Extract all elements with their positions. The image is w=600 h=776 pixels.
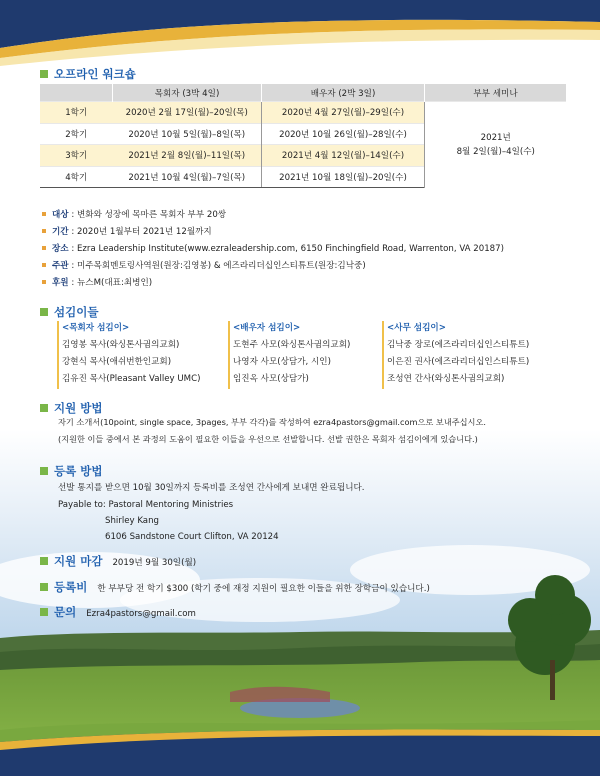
table-header-cell bbox=[40, 84, 113, 102]
term-cell: 2학기 bbox=[40, 123, 113, 145]
fee-value: 한 부부당 전 학기 $300 (학기 중에 재정 지원이 필요한 이들을 위한 장학금이 있습니다.) bbox=[97, 584, 430, 594]
servant-name: 이은진 권사(에즈라리더십인스티튜트) bbox=[387, 357, 530, 367]
green-square-icon bbox=[40, 467, 48, 475]
servants-section-title: 섬김이들 bbox=[40, 304, 98, 320]
seminar-year: 2021년 bbox=[480, 132, 511, 143]
register-instructions: 선발 통지를 받으면 10월 30일까지 등록비를 조성연 간사에게 보내면 완료됩니다. bbox=[58, 483, 365, 493]
workshop-schedule-table bbox=[40, 84, 567, 188]
info-target: 대상 : 변화와 성장에 목마른 목회자 부부 20쌍 bbox=[42, 208, 226, 220]
bullet-icon bbox=[42, 229, 46, 233]
servant-name: 김낙중 장로(에즈라리더십인스티튜트) bbox=[387, 340, 530, 350]
green-square-icon bbox=[40, 308, 48, 316]
workshop-section-title: 오프라인 워크숍 bbox=[40, 66, 136, 82]
spouse-date-cell: 2020년 10월 26일(월)–28일(수) bbox=[262, 123, 425, 145]
servant-name: 도현주 사모(와싱톤사귐의교회) bbox=[233, 340, 351, 350]
payee-name: Shirley Kang bbox=[105, 516, 159, 526]
apply-instructions: 자기 소개서(10point, single space, 3pages, 부부 각각)를 작성하여 ezra4pastors@gmail.com으로 보내주십시오. bbox=[58, 417, 486, 427]
green-square-icon bbox=[40, 608, 48, 616]
deadline-value: 2019년 9월 30일(월) bbox=[112, 558, 197, 568]
term-cell: 1학기 bbox=[40, 102, 113, 124]
payable-line bbox=[58, 500, 233, 510]
contact-email[interactable]: Ezra4pastors@gmail.com bbox=[86, 609, 196, 619]
servant-name: 임진옥 사모(상담가) bbox=[233, 374, 309, 384]
servant-name: 나영자 사모(상담가, 시인) bbox=[233, 357, 331, 367]
column-bar-decoration bbox=[228, 321, 230, 389]
servant-name: 강현식 목사(애쉬번한인교회) bbox=[62, 357, 172, 367]
column-header: <배우자 섬김이> bbox=[233, 323, 301, 333]
table-header-cell: 목회자 (3박 4일) bbox=[113, 84, 262, 102]
bullet-icon bbox=[42, 280, 46, 284]
table-row bbox=[40, 102, 567, 124]
column-header: <목회자 섬김이> bbox=[62, 323, 130, 333]
green-square-icon bbox=[40, 404, 48, 412]
payable-label: Payable to: bbox=[58, 500, 106, 510]
info-period: 기간 : 2020년 1월부터 2021년 12월까지 bbox=[42, 225, 212, 237]
green-square-icon bbox=[40, 70, 48, 78]
apply-note: (지원한 이들 중에서 본 과정의 도움이 필요한 이들을 우선으로 선발합니다. 선발 권한은 목회자 섬김이에게 있습니다.) bbox=[58, 434, 478, 444]
info-location: 장소 : Ezra Leadership Institute(www.ezraleadership.com, 6150 Finchingfield Road, Warrenton, VA 20187) bbox=[42, 242, 504, 254]
pastor-date-cell: 2020년 10월 5일(월)–8일(목) bbox=[113, 123, 262, 145]
table-header-cell: 배우자 (2박 3일) bbox=[262, 84, 425, 102]
contact-title: 문의 bbox=[54, 605, 77, 619]
seminar-dates: 8월 2일(월)–4일(수) bbox=[456, 146, 535, 157]
deadline-title: 지원 마감 bbox=[54, 554, 103, 568]
column-header: <사무 섬김이> bbox=[387, 323, 446, 333]
pastor-date-cell: 2021년 2월 8일(월)–11일(목) bbox=[113, 145, 262, 167]
pastor-date-cell: 2021년 10월 4일(월)–7일(목) bbox=[113, 166, 262, 188]
pastor-date-cell: 2020년 2월 17일(월)–20일(목) bbox=[113, 102, 262, 124]
bullet-icon bbox=[42, 263, 46, 267]
deadline-line bbox=[40, 553, 196, 569]
column-bar-decoration bbox=[57, 321, 59, 389]
contact-line bbox=[40, 604, 196, 620]
payable-to: Pastoral Mentoring Ministries bbox=[108, 500, 234, 510]
table-header-row bbox=[40, 84, 567, 102]
fee-title: 등록비 bbox=[54, 580, 88, 594]
pastor-servants-column bbox=[62, 321, 200, 389]
fee-line bbox=[40, 579, 430, 595]
term-cell: 3학기 bbox=[40, 145, 113, 167]
green-square-icon bbox=[40, 583, 48, 591]
table-header-cell: 부부 세미나 bbox=[425, 84, 567, 102]
payee-address: 6106 Sandstone Court Clifton, VA 20124 bbox=[105, 532, 279, 542]
column-bar-decoration bbox=[382, 321, 384, 389]
green-square-icon bbox=[40, 557, 48, 565]
apply-section-title: 지원 방법 bbox=[40, 400, 102, 416]
seminar-date-cell bbox=[425, 102, 567, 188]
info-organizer: 주관 : 미주목회멘토링사역원(원장:김영봉) & 에즈라리더십인스티튜트(원장:김낙중) bbox=[42, 259, 366, 271]
spouse-date-cell: 2020년 4월 27일(월)–29일(수) bbox=[262, 102, 425, 124]
spouse-date-cell: 2021년 10월 18일(월)–20일(수) bbox=[262, 166, 425, 188]
info-sponsor: 후원 : 뉴스M(대표:최병인) bbox=[42, 276, 152, 288]
servant-name: 조성연 간사(와싱톤사귐의교회) bbox=[387, 374, 505, 384]
term-cell: 4학기 bbox=[40, 166, 113, 188]
spouse-date-cell: 2021년 4월 12일(월)–14일(수) bbox=[262, 145, 425, 167]
register-section-title: 등록 방법 bbox=[40, 463, 102, 479]
servant-name: 김유진 목사(Pleasant Valley UMC) bbox=[62, 374, 201, 384]
office-servants-column bbox=[387, 321, 529, 389]
header-swoosh-decoration bbox=[0, 0, 600, 70]
bullet-icon bbox=[42, 246, 46, 250]
servant-name: 김영봉 목사(와싱톤사귐의교회) bbox=[62, 340, 180, 350]
spouse-servants-column bbox=[233, 321, 350, 389]
bullet-icon bbox=[42, 212, 46, 216]
